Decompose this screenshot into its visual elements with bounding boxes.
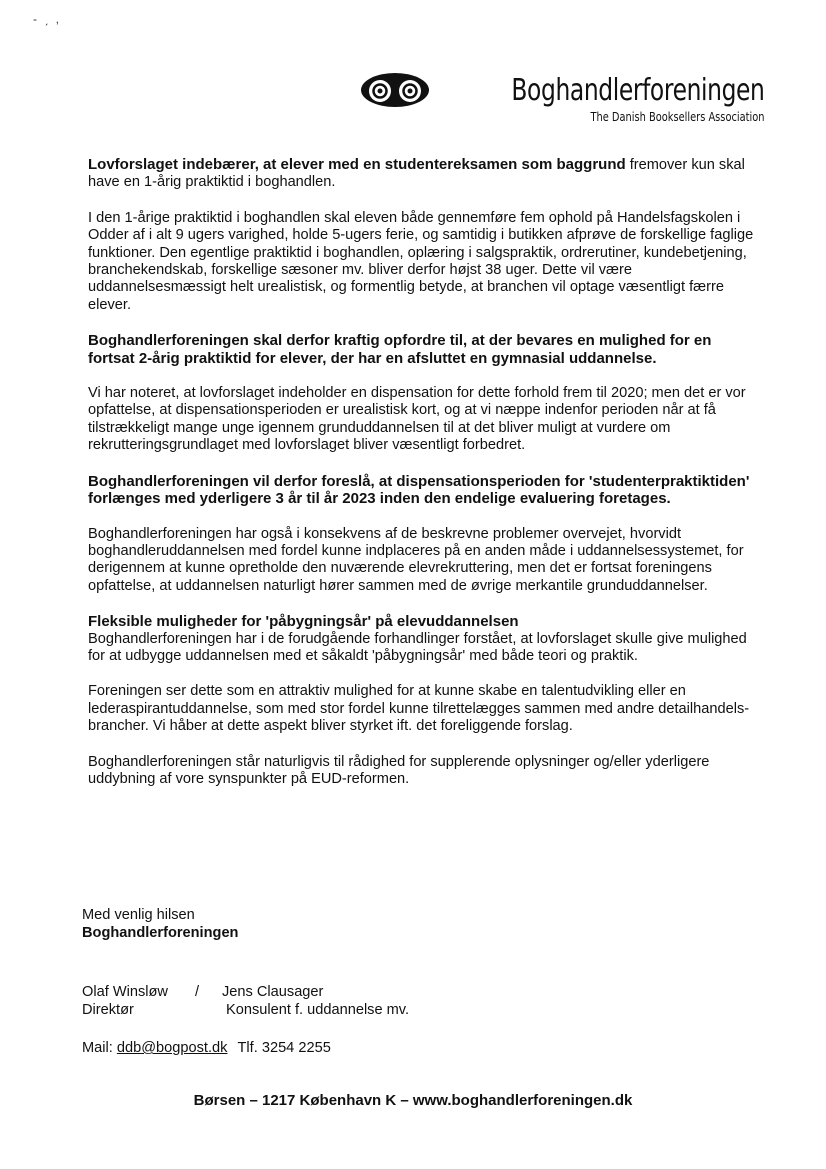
mail-link[interactable]: ddb@bogpost.dk <box>116 1040 228 1056</box>
paragraph-8: Foreningen ser dette som en attraktiv mulighed for at kunne skabe en talentudvikling eller en lederaspirantuddannelse, som med stor fordel kunne tilrettelægges sammen med andre detailhandels-brancher. Vi håber at dette aspekt bliver styrket ift. det foreliggende forslag. <box>88 683 750 735</box>
signers <box>82 983 410 1019</box>
org-name: Boghandlerforeningen <box>510 72 764 108</box>
signer-2-name: Jens Clausager <box>222 984 324 1000</box>
signer-1-name: Olaf Winsløw <box>82 984 168 1000</box>
signer-separator: / <box>195 984 200 1000</box>
paragraph-7: Boghandlerforeningen har i de forudgående forhandlinger forstået, at lovforslaget skulle give mulighed for at udbygge uddannelsen med et såkaldt 'påbygningsår' med både teori og praktik. <box>88 630 747 664</box>
signoff <box>82 906 238 942</box>
contact-line <box>82 1040 331 1056</box>
paragraph-1 <box>88 156 760 192</box>
paragraph-2: I den 1-årige praktiktid i boghandlen skal eleven både gennemføre fem ophold på Handelsfagskolen i Odder af i alt 9 ugers varighed, holde 5-ugers ferie, og samtidig i butikken afprøve de forskellige faglige funktioner. Den egentlige praktiktid i boghandlen, oplæring i salgspraktik, ordrerutiner, kundebetjening, branchekendskab, forskellige sæsoner mv. bliver derfor højst 38 uger. Dette vil være uddannelsesmæssigt helt urealistisk, og formentlig betyde, at branchen vil optage væsentligt færre elever. <box>88 209 754 313</box>
section-heading-paabygningsaar: Fleksible muligheder for 'påbygningsår' på elevuddannelsen <box>88 613 519 631</box>
mail-label: Mail: <box>82 1040 113 1056</box>
paragraph-3-bold: Boghandlerforeningen skal derfor kraftig opfordre til, at der bevares en mulighed for en fortsat 2-årig praktiktid for elever, der har en afsluttet en gymnasial uddannelse. <box>88 332 712 367</box>
signoff-org: Boghandlerforeningen <box>82 925 239 941</box>
paragraph-6: Boghandlerforeningen har også i konsekvens af de beskrevne problemer overvejet, hvorvidt boghandleruddannelsen med fordel kunne indplaceres på en anden måde i uddannelsessystemet, for derigennem at kunne opretholde den nuværende elevrekruttering, men det er fortsat foreningens opfattelse, at uddannelsen naturligt hører sammen med de øvrige merkantile grunduddannelser. <box>88 525 744 594</box>
paragraph-1-rest: fremover kun skal have en 1-årig praktiktid i boghandlen. <box>88 157 745 191</box>
paragraph-9: Boghandlerforeningen står naturligvis til rådighed for supplerende oplysninger og/eller yderligere uddybning af vore synspunkter på EUD-reformen. <box>88 753 710 787</box>
paragraph-1-bold: Lovforslaget indebærer, at elever med en studentereksamen som baggrund <box>88 156 626 173</box>
paragraph-4: Vi har noteret, at lovforslaget indeholder en dispensation for dette forhold frem til 2020; men det er vor opfattelse, at dispensationsperioden er urealistisk kort, og at vi næppe indenfor perioden når at få tilstrækkeligt mange unge igennem grunduddannelsen til at det bliver muligt at vurdere om rekrutteringsgrundlaget med lovforslaget bliver væsentligt forbedret. <box>88 385 746 454</box>
scan-artifact: - ˏ , <box>33 12 61 26</box>
org-subtitle: The Danish Booksellers Association <box>589 110 764 124</box>
owl-eyes-icon <box>360 72 430 108</box>
signer-2-title: Konsulent f. uddannelse mv. <box>226 1002 410 1018</box>
paragraph-5-bold: Boghandlerforeningen vil derfor foreslå, at dispensationsperioden for 'studenterpraktiktiden' forlænges med yderligere 3 år til år 2023 inden den endelige evaluering foretages. <box>88 472 750 508</box>
signer-1-title: Direktør <box>82 1002 134 1018</box>
letterhead <box>360 72 764 124</box>
footer-address: Børsen – 1217 København K – www.boghandlerforeningen.dk <box>193 1092 633 1109</box>
phone-number: Tlf. 3254 2255 <box>237 1040 331 1056</box>
letter-body <box>88 156 760 806</box>
greeting: Med venlig hilsen <box>82 907 195 923</box>
